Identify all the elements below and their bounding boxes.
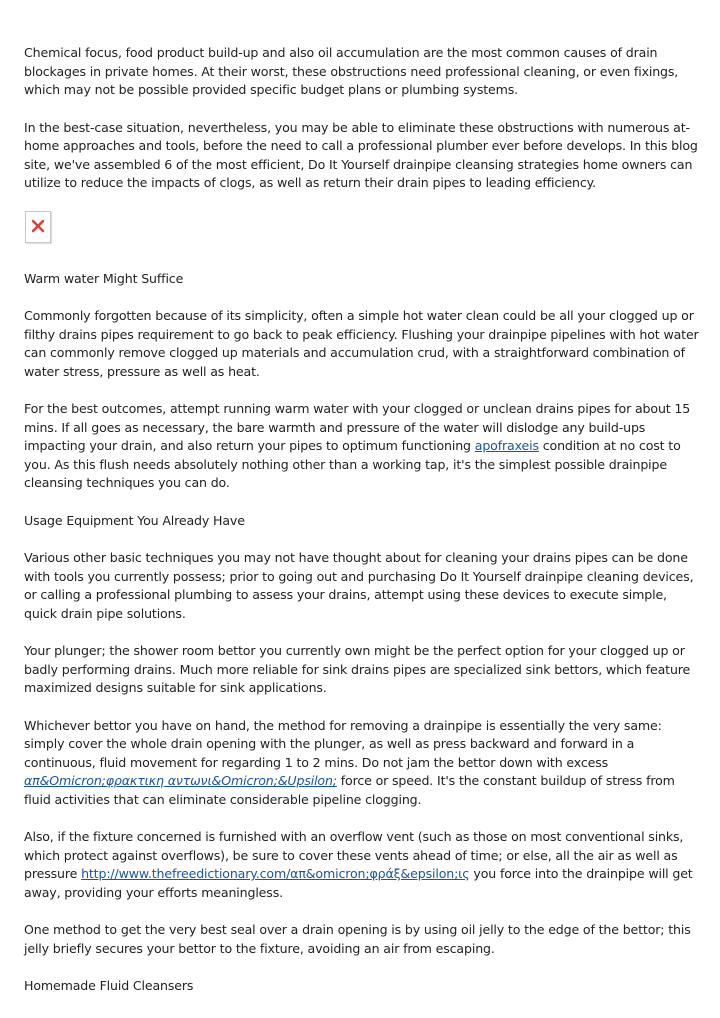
text-segment: For the best outcomes, attempt running warm water with your clogged or unclean drains pipes for about 15 mins. If all goes as necessary, the bare warmth and pressure of the water will dislodge any build-ups impacting your drain, and also return your pipes to optimum functioning [24,401,691,453]
text-segment: force or speed. It's the constant buildup of stress from fluid activities that can eliminate considerable pipeline clogging. [24,773,675,807]
paragraph-intro: Chemical focus, food product build-up and also oil accumulation are the most common causes of drain blockages in private homes. At their worst, these obstructions need professional cleaning, or even fixings, which may not be possible provided specific budget plans or plumbing systems. [24,45,679,97]
paragraph-seal-tip: One method to get the very best seal over a drain opening is by using oil jelly to the edge of the bettor; this jelly briefly secures your bettor to the fixture, avoiding an air from escaping. [24,922,691,956]
paragraph-basic-techniques: Various other basic techniques you may not have thought about for cleaning your drains pipes can be done with tools you currently possess; prior to going out and purchasing Do It Yourself drainpipe cleaning devices, or calling a professional plumbing to assess your drains, attempt using these devices to execute simple, quick drain pipe solutions. [24,550,694,621]
paragraph-overflow-vent [24,828,700,902]
text-segment: you force into the drainpipe will get away, providing your efforts meaningless. [24,866,693,900]
section-heading-equipment: Usage Equipment You Already Have [24,512,245,528]
paragraph-plunger: Your plunger; the shower room bettor you currently own might be the perfect option for your clogged up or badly performing drains. Much more reliable for sink drains pipes are specialized sink bettors, which feature maximized designs suitable for sink applications. [24,643,691,695]
section-heading-homemade-cleansers: Homemade Fluid Cleansers [24,978,194,993]
paragraph-best-case: In the best-case situation, nevertheless, you may be able to eliminate these obstructions with numerous at-home approaches and tools, before the need to call a professional plumber ever before develops. In this blog site, we've assembled 6 of the most efficient, Do It Yourself drainpipe cleansing strategies home owners can utilize to reduce the impacts of clogs, as well as return their drain pipes to leading efficiency. [24,119,698,190]
article-body [24,44,700,1015]
text-segment: Whichever bettor you have on hand, the method for removing a drainpipe is essentially the very same: simply cover the whole drain opening with the plunger, as well as press backward and forward in a continuous, fluid movement for regarding 1 to 2 mins. Do not jam the bettor down with excess [24,717,662,770]
text-segment: condition at no cost to you. As this flush needs absolutely nothing other than a working tap, it's the simplest possible drainpipe cleansing techniques you can do. [24,438,681,490]
paragraph-bettor-method [24,717,700,810]
link-greek-keyword[interactable]: απ&Omicron;φρακτικη αντωνι&Omicron;&Upsilon; [24,773,337,788]
link-freedictionary[interactable]: http://www.thefreedictionary.com/απ&omicron;φράξ&epsilon;ις [81,866,470,881]
section-heading-warm-water: Warm water Might Suffice [24,270,184,286]
paragraph-best-outcomes [24,400,700,493]
text-segment: Also, if the fixture concerned is furnished with an overflow vent (such as those on most conventional sinks, which protect against overflows), be sure to cover these vents ahead of time; or else, all the air as well as pressure [24,829,684,881]
broken-image-placeholder [25,211,51,243]
link-apofraxeis[interactable]: apofraxeis [474,438,539,453]
broken-image-icon [30,218,46,234]
paragraph-hot-water-clean: Commonly forgotten because of its simplicity, often a simple hot water clean could be all your clogged up or filthy drains pipes requirement to go back to peak efficiency. Flushing your drainpipe pipelines with hot water can commonly remove clogged up materials and accumulation crud, with a straightforward combination of water stress, pressure as well as heat. [24,308,699,379]
